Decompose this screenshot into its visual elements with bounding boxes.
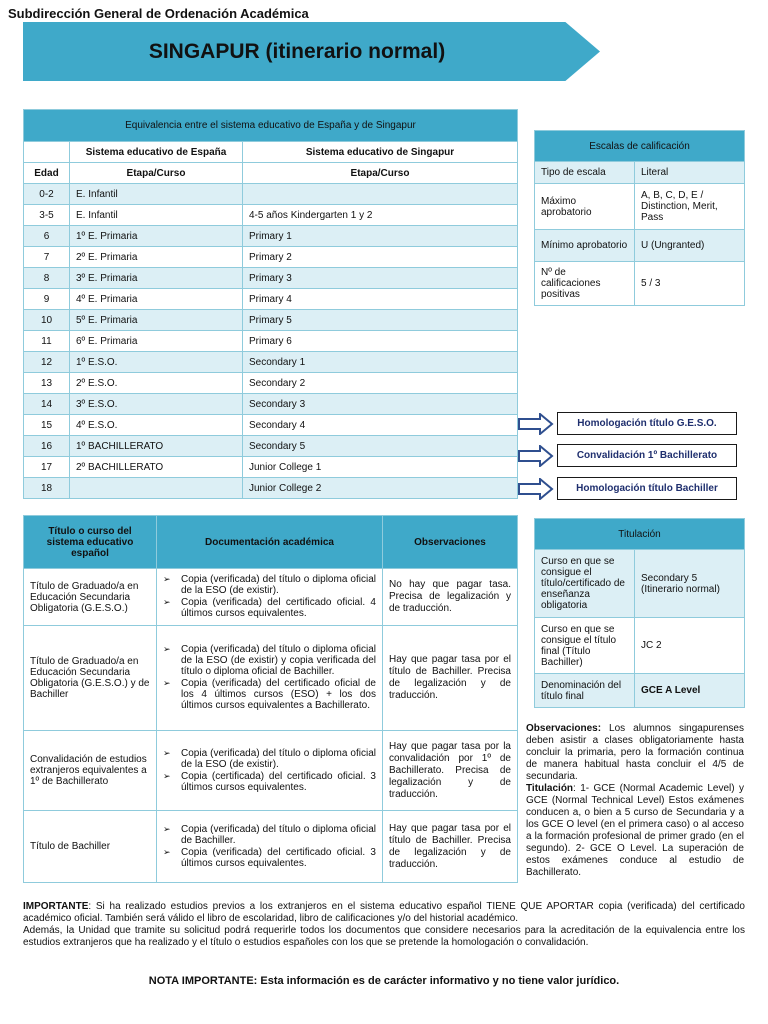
spain-stage-cell: 4º E. Primaria xyxy=(70,289,243,310)
table-row xyxy=(24,811,518,883)
titulacion-label: Denominación del título final xyxy=(535,674,635,708)
spain-stage-cell: 5º E. Primaria xyxy=(70,310,243,331)
singapore-stage-cell: Primary 1 xyxy=(243,226,518,247)
age-cell: 11 xyxy=(24,331,70,352)
page-title: SINGAPUR (itinerario normal) xyxy=(148,40,446,63)
doc-item: ➢ Copia (verificada) del certificado oficial. 4 últimos cursos equivalentes. xyxy=(181,597,376,619)
singapore-stage-cell: Primary 4 xyxy=(243,289,518,310)
age-cell: 0-2 xyxy=(24,184,70,205)
table-row xyxy=(24,226,518,247)
age-cell: 10 xyxy=(24,310,70,331)
doc-item: ➢ Copia (certificada) del certificado oficial. 3 últimos cursos equivalentes. xyxy=(181,771,376,793)
titulacion-value: JC 2 xyxy=(635,618,745,674)
observation-cell: No hay que pagar tasa. Precisa de legalización y de traducción. xyxy=(383,569,518,626)
spain-stage-cell xyxy=(70,478,243,499)
age-cell: 12 xyxy=(24,352,70,373)
titulacion-label: Curso en que se consigue el título/certificado de enseñanza obligatoria xyxy=(535,550,635,618)
arrow-right-icon xyxy=(518,478,554,500)
age-cell: 17 xyxy=(24,457,70,478)
observations-note xyxy=(526,723,744,879)
homologacion-bachiller-link[interactable]: Homologación título Bachiller xyxy=(557,477,737,500)
homologacion-geso-link[interactable]: Homologación título G.E.S.O. xyxy=(557,412,737,435)
singapore-stage-cell: Primary 5 xyxy=(243,310,518,331)
arrow-right-icon xyxy=(518,413,554,435)
col-obs-header: Observaciones xyxy=(383,516,518,569)
age-cell: 13 xyxy=(24,373,70,394)
table-row xyxy=(24,394,518,415)
spain-stage-cell: 3º E. Primaria xyxy=(70,268,243,289)
doc-item: ➢ Copia (verificada) del certificado oficial de los 4 últimos cursos (ESO) + los dos últimos cursos equivalentes a Bachillerato. xyxy=(181,678,376,711)
col-title-header: Título o curso del sistema educativo español xyxy=(24,516,157,569)
titulacion-table xyxy=(534,518,745,708)
organization-name: Subdirección General de Ordenación Académica xyxy=(8,6,309,21)
table-row xyxy=(24,436,518,457)
legal-disclaimer: NOTA IMPORTANTE: Esta información es de carácter informativo y no tiene valor jurídico. xyxy=(148,975,620,987)
important-text-2: Además, la Unidad que tramite su solicitud podrá requerirle todos los documentos que considere necesarios para la acreditación de la equivalencia entre los estudios extranjeros que ha realizado y el título o estudios españoles con los que se pretende la homologación o convalidación. xyxy=(23,925,745,948)
observations-text: Los alumnos singapurenses deben asistir a clases obligatoriamente hasta concluir la primaria, pero la formación continua de manera habitual hasta concluir el 4/5 de secundaria. xyxy=(526,723,744,782)
singapore-stage-cell: Secondary 5 xyxy=(243,436,518,457)
degree-title-cell: Título de Graduado/a en Educación Secundaria Obligatoria (G.E.S.O.) xyxy=(24,569,157,626)
important-label: IMPORTANTE xyxy=(23,901,89,912)
table-row xyxy=(24,478,518,499)
table-row xyxy=(24,352,518,373)
grading-scales-table xyxy=(534,130,745,306)
scale-value: Literal xyxy=(635,162,745,184)
scale-value: U (Ungranted) xyxy=(635,230,745,262)
age-cell: 16 xyxy=(24,436,70,457)
spain-stage-cell: 6º E. Primaria xyxy=(70,331,243,352)
singapore-stage-cell: 4-5 años Kindergarten 1 y 2 xyxy=(243,205,518,226)
spain-stage-cell: 2º E. Primaria xyxy=(70,247,243,268)
equivalence-title: Equivalencia entre el sistema educativo de España y de Singapur xyxy=(24,110,518,142)
doc-item: ➢ Copia (verificada) del título o diploma oficial de la ESO (de existir). xyxy=(181,748,376,770)
age-cell: 14 xyxy=(24,394,70,415)
singapore-stage-cell: Secondary 4 xyxy=(243,415,518,436)
doc-item: ➢ Copia (verificada) del título o diploma oficial de Bachiller. xyxy=(181,824,376,846)
titulacion-note-text: : 1- GCE (Normal Academic Level) y GCE (Normal Technical Level) Estos exámenes conducen a, o bien a 5 curso de Secundaria y a los GCE O level (en el primera caso) o al acceso a la formación profesional de primer grado (en el segundo). 2- GCE O Level. La superación de estos exámenes conduce al estudio de Bachillerato. xyxy=(526,783,744,878)
age-cell: 6 xyxy=(24,226,70,247)
spain-stage-cell: 2º E.S.O. xyxy=(70,373,243,394)
scale-label: Mínimo aprobatorio xyxy=(535,230,635,262)
titulacion-note-label: Titulación xyxy=(526,783,574,794)
table-row xyxy=(24,731,518,811)
table-row xyxy=(24,569,518,626)
singapore-stage-cell: Junior College 1 xyxy=(243,457,518,478)
table-row xyxy=(24,310,518,331)
singapore-stage-cell: Primary 6 xyxy=(243,331,518,352)
age-cell: 7 xyxy=(24,247,70,268)
spain-stage-cell: 1º E. Primaria xyxy=(70,226,243,247)
age-cell: 15 xyxy=(24,415,70,436)
singapore-stage-cell: Secondary 3 xyxy=(243,394,518,415)
doc-item: ➢ Copia (verificada) del certificado oficial. 3 últimos cursos equivalentes. xyxy=(181,847,376,869)
convalidacion-bachillerato-link[interactable]: Convalidación 1º Bachillerato xyxy=(557,444,737,467)
arrow-right-icon xyxy=(518,445,554,467)
table-row xyxy=(24,457,518,478)
grading-scales-title: Escalas de calificación xyxy=(535,131,745,162)
degree-title-cell: Título de Graduado/a en Educación Secundaria Obligatoria (G.E.S.O.) y de Bachiller xyxy=(24,626,157,731)
spain-stage-cell: E. Infantil xyxy=(70,184,243,205)
table-row xyxy=(24,415,518,436)
spain-stage-cell: 1º E.S.O. xyxy=(70,352,243,373)
spain-stage-cell: 4º E.S.O. xyxy=(70,415,243,436)
table-row xyxy=(24,205,518,226)
titulacion-title: Titulación xyxy=(535,519,745,550)
degree-title-cell: Título de Bachiller xyxy=(24,811,157,883)
singapore-stage-cell: Secondary 2 xyxy=(243,373,518,394)
singapore-stage-cell: Junior College 2 xyxy=(243,478,518,499)
stage-sg-header: Etapa/Curso xyxy=(243,163,518,184)
titulacion-value: GCE A Level xyxy=(635,674,745,708)
singapore-system-header: Sistema educativo de Singapur xyxy=(243,142,518,163)
spain-stage-cell: E. Infantil xyxy=(70,205,243,226)
singapore-stage-cell xyxy=(243,184,518,205)
col-docs-header: Documentación académica xyxy=(157,516,383,569)
age-cell: 8 xyxy=(24,268,70,289)
observation-cell: Hay que pagar tasa por el título de Bachiller. Precisa de legalización y de traducción. xyxy=(383,811,518,883)
singapore-stage-cell: Primary 3 xyxy=(243,268,518,289)
scale-label: Tipo de escala xyxy=(535,162,635,184)
titulacion-label: Curso en que se consigue el título final (Título Bachiller) xyxy=(535,618,635,674)
scale-label: Máximo aprobatorio xyxy=(535,184,635,230)
important-note xyxy=(23,901,745,949)
table-row xyxy=(24,373,518,394)
scale-value: A, B, C, D, E / Distinction, Merit, Pass xyxy=(635,184,745,230)
documents-table xyxy=(23,515,518,883)
spain-stage-cell: 2º BACHILLERATO xyxy=(70,457,243,478)
observation-cell: Hay que pagar tasa por la convalidación por 1º de Bachillerato. Precisa de legalización y de traducción. xyxy=(383,731,518,811)
table-row xyxy=(24,268,518,289)
spain-system-header: Sistema educativo de España xyxy=(70,142,243,163)
important-text: : Si ha realizado estudios previos a los extranjeros en el sistema educativo español TIENE QUE APORTAR copia (verificada) del certificado académico oficial. También será válido el libro de escolaridad, libro de calificaciones y/o del historial académico. xyxy=(23,901,745,924)
table-row xyxy=(24,247,518,268)
table-row xyxy=(24,331,518,352)
doc-item: ➢ Copia (verificada) del título o diploma oficial de la ESO (de existir) y copia verificada del título o diploma oficial de Bachiller. xyxy=(181,644,376,677)
scale-value: 5 / 3 xyxy=(635,262,745,306)
stage-es-header: Etapa/Curso xyxy=(70,163,243,184)
age-cell: 3-5 xyxy=(24,205,70,226)
table-row xyxy=(24,184,518,205)
singapore-stage-cell: Primary 2 xyxy=(243,247,518,268)
observation-cell: Hay que pagar tasa por el título de Bachiller. Precisa de legalización y de traducción. xyxy=(383,626,518,731)
age-cell: 9 xyxy=(24,289,70,310)
table-row xyxy=(24,289,518,310)
titulacion-value: Secondary 5 (Itinerario normal) xyxy=(635,550,745,618)
age-header: Edad xyxy=(24,163,70,184)
spain-stage-cell: 3º E.S.O. xyxy=(70,394,243,415)
equivalence-table xyxy=(23,109,518,499)
scale-label: Nº de calificaciones positivas xyxy=(535,262,635,306)
table-row xyxy=(24,626,518,731)
doc-item: ➢ Copia (verificada) del título o diploma oficial de la ESO (de existir). xyxy=(181,574,376,596)
observations-label: Observaciones: xyxy=(526,723,602,734)
degree-title-cell: Convalidación de estudios extranjeros equivalentes a 1º de Bachillerato xyxy=(24,731,157,811)
spain-stage-cell: 1º BACHILLERATO xyxy=(70,436,243,457)
singapore-stage-cell: Secondary 1 xyxy=(243,352,518,373)
age-cell: 18 xyxy=(24,478,70,499)
